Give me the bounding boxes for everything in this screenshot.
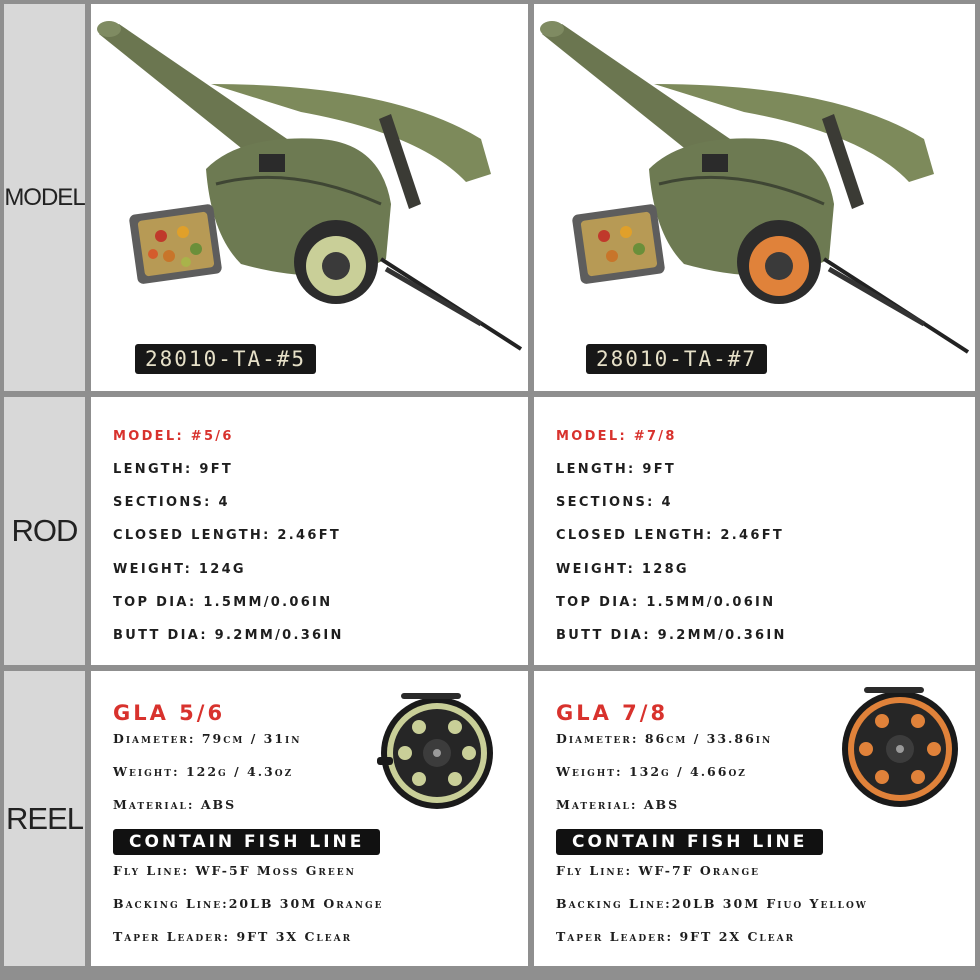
reel-in-bag (294, 220, 378, 304)
rod-closed-length: CLOSED LENGTH: 2.46FT (113, 528, 342, 543)
rod-top-dia: TOP DIA: 1.5MM/0.06IN (556, 595, 776, 610)
reel-in-bag (737, 220, 821, 304)
rod-top-dia: TOP DIA: 1.5MM/0.06IN (113, 595, 333, 610)
rod-sections: SECTIONS: 4 (113, 495, 230, 510)
reel-backing-line: Backing Line:20LB 30M Fiuo Yellow (556, 896, 868, 911)
model-cell-1 (91, 4, 528, 391)
fly-box (129, 203, 223, 284)
contain-fish-line-banner: CONTAIN FISH LINE (113, 829, 380, 855)
model-tag-1: 28010-TA-#5 (135, 344, 316, 374)
rod-specs-cell-1 (91, 397, 528, 665)
reel-taper-leader: Taper Leader: 9FT 3X Clear (113, 929, 353, 944)
rod-bag-image-2 (534, 4, 975, 391)
reel-material: Material: ABS (113, 797, 237, 812)
contain-fish-line-banner: CONTAIN FISH LINE (556, 829, 823, 855)
rod-weight: WEIGHT: 128G (556, 562, 689, 577)
model-cell-2 (534, 4, 975, 391)
rod-length: LENGTH: 9FT (556, 462, 677, 477)
reel-fly-line: Fly Line: WF-5F Moss Green (113, 863, 356, 878)
reel-fly-line: Fly Line: WF-7F Orange (556, 863, 761, 878)
row-label-model-cell (4, 4, 85, 391)
fly-reel-icon (834, 683, 964, 813)
rod-specs-cell-2 (534, 397, 975, 665)
reel-title: GLA 7/8 (556, 701, 669, 725)
rod-model: MODEL: #5/6 (113, 429, 234, 444)
rod-closed-length: CLOSED LENGTH: 2.46FT (556, 528, 785, 543)
rod-butt-dia: BUTT DIA: 9.2MM/0.36IN (556, 628, 787, 643)
rod-sections: SECTIONS: 4 (556, 495, 673, 510)
model-tag-2: 28010-TA-#7 (586, 344, 767, 374)
fly-box (572, 203, 666, 284)
reel-backing-line: Backing Line:20LB 30M Orange (113, 896, 384, 911)
reel-diameter: Diameter: 86cm / 33.86in (556, 731, 773, 746)
reel-title: GLA 5/6 (113, 701, 226, 725)
row-label-reel: REEL (6, 800, 83, 836)
row-label-reel-cell (4, 671, 85, 966)
rod-length: LENGTH: 9FT (113, 462, 234, 477)
row-label-rod: ROD (11, 513, 78, 548)
reel-weight: Weight: 132g / 4.66oz (556, 764, 747, 779)
reel-weight: Weight: 122g / 4.3oz (113, 764, 294, 779)
rod-butt-dia: BUTT DIA: 9.2MM/0.36IN (113, 628, 344, 643)
reel-specs-cell-1 (91, 671, 528, 966)
reel-specs-cell-2 (534, 671, 975, 966)
row-label-rod-cell (4, 397, 85, 665)
rod-weight: WEIGHT: 124G (113, 562, 246, 577)
rod-bag-image-1 (91, 4, 528, 391)
fly-reel-icon (369, 687, 499, 817)
reel-material: Material: ABS (556, 797, 680, 812)
row-label-model: MODEL (4, 183, 85, 211)
rod-model: MODEL: #7/8 (556, 429, 677, 444)
reel-taper-leader: Taper Leader: 9FT 2X Clear (556, 929, 796, 944)
reel-diameter: Diameter: 79cm / 31in (113, 731, 302, 746)
